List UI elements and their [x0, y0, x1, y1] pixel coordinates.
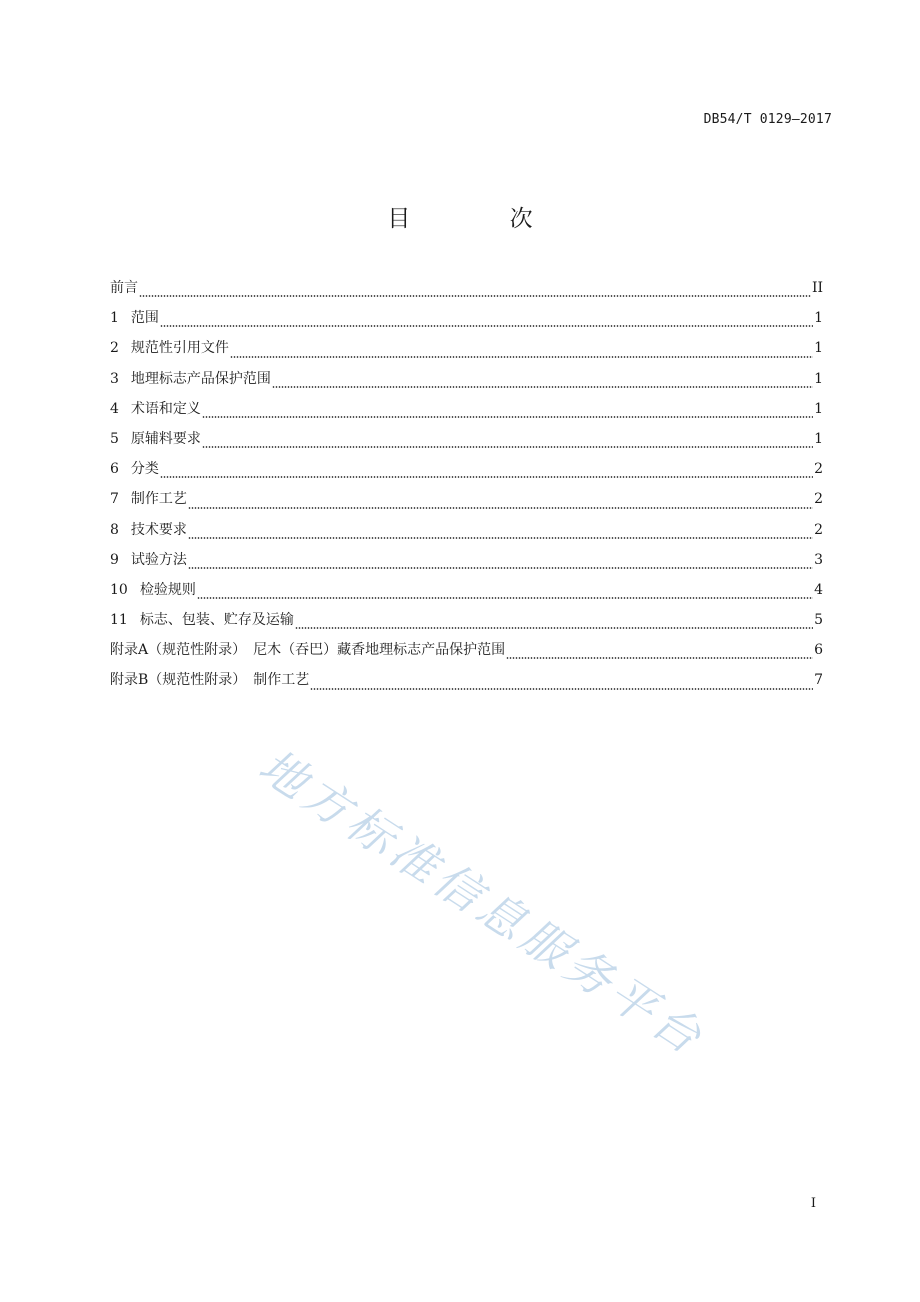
toc-entry-scope[interactable]: [110, 308, 823, 338]
toc-entry-page: 1: [814, 400, 823, 417]
toc-entry-number: 7: [110, 491, 119, 508]
toc-entry-number: 3: [110, 370, 119, 387]
toc-entry-label: 标志、包装、贮存及运输: [139, 612, 294, 629]
toc-entry-number: 2: [110, 340, 119, 357]
toc-entry-number: 6: [110, 461, 119, 478]
toc-entry-page: 1: [814, 340, 823, 357]
toc-entry-page: II: [811, 280, 823, 296]
toc-dot-leader: [188, 507, 813, 509]
toc-dot-leader: [160, 325, 813, 327]
toc-entry-label: 前言: [110, 280, 138, 296]
toc-entry-page: 2: [814, 521, 823, 538]
toc-entry-foreword[interactable]: [110, 278, 823, 308]
toc-entry-technical-requirements[interactable]: [110, 520, 823, 550]
toc-entry-page: 7: [814, 672, 823, 689]
toc-entry-label: 制作工艺: [130, 491, 187, 508]
toc-dot-leader: [197, 597, 813, 599]
page-title: 目 次: [387, 206, 579, 232]
toc-entry-label: 地理标志产品保护范围: [130, 370, 271, 387]
toc-entry-number: 11: [110, 612, 128, 629]
page-number: I: [810, 1196, 816, 1211]
toc-entry-label: 术语和定义: [130, 400, 201, 417]
toc-entry-test-methods[interactable]: [110, 550, 823, 580]
toc-entry-label: 技术要求: [130, 521, 187, 538]
toc-entry-label: 检验规则: [139, 581, 196, 598]
toc-entry-label: 附录B（规范性附录） 制作工艺: [110, 672, 310, 689]
toc-entry-label: 附录A（规范性附录） 尼木（吞巴）藏香地理标志产品保护范围: [110, 642, 506, 659]
toc-entry-label: 范围: [130, 310, 159, 327]
toc-entry-page: 1: [814, 430, 823, 447]
toc-entry-protection-range[interactable]: [110, 369, 823, 399]
toc-dot-leader: [295, 627, 813, 629]
toc-entry-number: 8: [110, 521, 119, 538]
toc-entry-number: 5: [110, 430, 119, 447]
toc-entry-terms-definitions[interactable]: [110, 399, 823, 429]
toc-dot-leader: [230, 356, 813, 358]
toc-entry-page: 2: [814, 491, 823, 508]
toc-entry-normative-references[interactable]: [110, 338, 823, 368]
table-of-contents: [110, 278, 823, 701]
toc-entry-inspection-rules[interactable]: [110, 580, 823, 610]
toc-entry-label: 分类: [130, 461, 159, 478]
toc-entry-appendix-a[interactable]: [110, 640, 823, 670]
toc-dot-leader: [272, 386, 813, 388]
toc-entry-page: 1: [814, 310, 823, 327]
toc-dot-leader: [188, 567, 813, 569]
toc-entry-number: 9: [110, 551, 119, 568]
toc-entry-number: 1: [110, 310, 119, 327]
toc-entry-number: 10: [110, 581, 128, 598]
toc-entry-marking-packaging[interactable]: [110, 610, 823, 640]
toc-entry-label: 原辅料要求: [130, 430, 201, 447]
toc-entry-page: 6: [814, 642, 823, 659]
toc-dot-leader: [188, 537, 813, 539]
toc-entry-page: 4: [814, 581, 823, 598]
toc-entry-classification[interactable]: [110, 459, 823, 489]
toc-dot-leader: [506, 657, 813, 659]
toc-entry-label: 试验方法: [130, 551, 187, 568]
toc-dot-leader: [310, 688, 813, 690]
toc-entry-page: 3: [814, 551, 823, 568]
watermark: 地方标准信息服务平台: [249, 738, 716, 1067]
toc-entry-raw-materials[interactable]: [110, 429, 823, 459]
toc-entry-page: 1: [814, 370, 823, 387]
toc-dot-leader: [202, 446, 813, 448]
standard-code: DB54/T 0129—2017: [703, 112, 832, 127]
toc-entry-label: 规范性引用文件: [130, 340, 229, 357]
toc-entry-appendix-b[interactable]: [110, 670, 823, 700]
toc-dot-leader: [139, 295, 811, 297]
toc-entry-page: 5: [814, 612, 823, 629]
toc-dot-leader: [160, 476, 813, 478]
toc-entry-number: 4: [110, 400, 119, 417]
toc-entry-production-process[interactable]: [110, 489, 823, 519]
toc-entry-page: 2: [814, 461, 823, 478]
toc-dot-leader: [202, 416, 813, 418]
